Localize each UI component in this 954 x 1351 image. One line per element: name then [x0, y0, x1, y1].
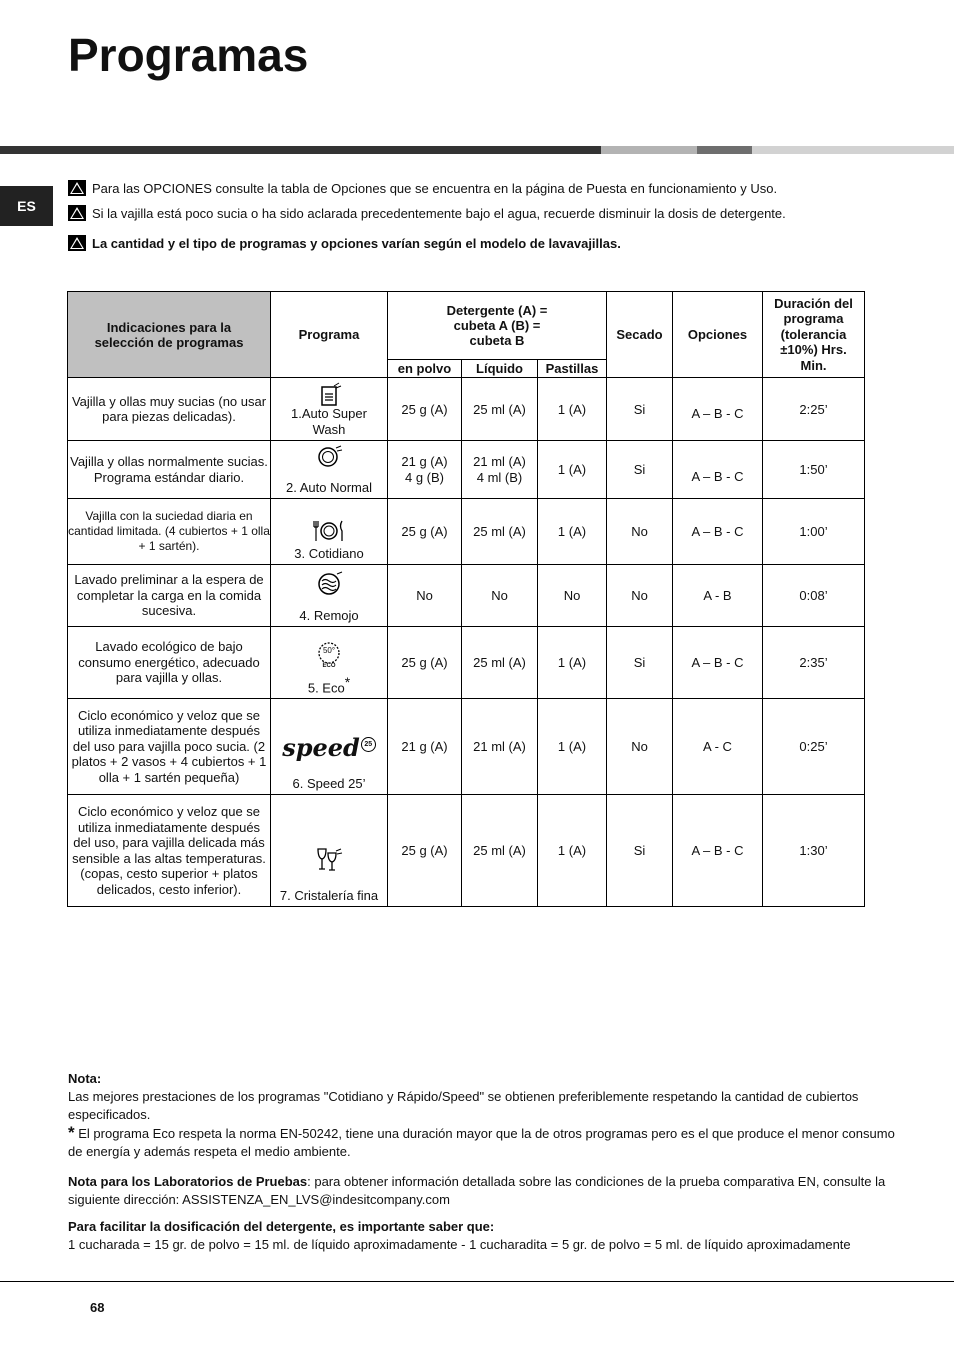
speed-logo-text: speed: [282, 733, 360, 762]
warning-icon: [68, 235, 86, 251]
speed-icon: [282, 735, 376, 761]
lab-note-text: : para obtener información detallada sobre las condiciones de la prueba comparativa EN, consulte la siguiente dirección: ASSISTENZA_EN_LVS@indesitcompany.com: [68, 1174, 886, 1207]
warning-1: [68, 180, 777, 196]
header-bar-dark: [0, 146, 601, 154]
tablet-dose: 1 (A): [538, 795, 607, 907]
warning-3: [68, 235, 621, 251]
program-cell: [271, 627, 388, 699]
warning-text: La cantidad y el tipo de programas y opciones varían según el modelo de lavavajillas.: [92, 235, 621, 251]
dosage-label: Para facilitar la dosificación del detergente, es importante saber que:: [68, 1219, 495, 1234]
auto-normal-icon: [314, 445, 344, 469]
eco-sub-label: ECO: [322, 663, 336, 669]
dosage-text: 1 cucharada = 15 gr. de polvo = 15 ml. de líquido aproximadamente - 1 cucharadita = 5 gr. de polvo = 5 ml. de líquido aproximadamente: [68, 1237, 851, 1252]
footer-rule: [0, 1281, 954, 1282]
powder-dose: 21 g (A): [388, 699, 462, 795]
note-label: Nota:: [68, 1071, 102, 1086]
table-row: [68, 378, 865, 441]
options-value: A - B: [673, 565, 763, 627]
program-label: 7. Cristalería fina: [279, 888, 379, 903]
duration-value: 1:50’: [763, 441, 865, 499]
header-duration: Duración del programa (tolerancia ±10%) Hrs. Min.: [763, 292, 865, 378]
dryer-value: No: [607, 499, 673, 565]
powder-dose: 25 g (A): [388, 378, 462, 441]
program-cell: [271, 795, 388, 907]
program-description: Lavado preliminar a la espera de completar la carga en la comida sucesiva.: [68, 565, 271, 627]
program-description: Lavado ecológico de bajo consumo energético, adecuado para vajilla y ollas.: [68, 627, 271, 699]
program-label: 3. Cotidiano: [294, 546, 364, 561]
program-label: 1.Auto Super Wash: [291, 406, 367, 437]
powder-dose: 25 g (A): [388, 627, 462, 699]
options-value: A – B - C: [673, 627, 763, 699]
header-powder: en polvo: [388, 360, 462, 378]
duration-value: 2:35’: [763, 627, 865, 699]
header-bar-seg: [697, 146, 752, 154]
tablet-dose: 1 (A): [538, 499, 607, 565]
header-selection: Indicaciones para la selección de programas: [68, 292, 271, 378]
warning-text: Para las OPCIONES consulte la tabla de Opciones que se encuentra en la página de Puesta en funcionamiento y Uso.: [92, 180, 778, 196]
program-description: Vajilla con la suciedad diaria en cantidad limitada. (4 cubiertos + 1 olla + 1 sartén).: [68, 499, 271, 565]
header-dryer: Secado: [607, 292, 673, 378]
page-title: Programas: [68, 29, 309, 81]
table-row: [68, 499, 865, 565]
liquid-dose: 21 ml (A): [462, 699, 538, 795]
dryer-value: Si: [607, 441, 673, 499]
liquid-dose: 21 ml (A) 4 ml (B): [462, 441, 538, 499]
lab-note: [68, 1173, 908, 1209]
lab-note-label: Nota para los Laboratorios de Pruebas: [68, 1174, 308, 1189]
warning-icon: [68, 180, 86, 196]
dryer-value: Si: [607, 378, 673, 441]
liquid-dose: No: [462, 565, 538, 627]
header-detergent: Detergente (A) = cubeta A (B) = cubeta B: [388, 292, 607, 360]
warning-text: Si la vajilla está poco sucia o ha sido aclarada precedentemente bajo el agua, recuerde disminuir la dosis de detergente.: [92, 205, 786, 221]
powder-dose: 25 g (A): [388, 795, 462, 907]
header-options: Opciones: [673, 292, 763, 378]
soak-icon: [314, 571, 344, 597]
header-tablets: Pastillas: [538, 360, 607, 378]
liquid-dose: 25 ml (A): [462, 795, 538, 907]
eco-note-text: El programa Eco respeta la norma EN-50242, tiene una duración mayor que la de otros programas pero es el que produce el menor consumo de energía y además respeta el medio ambiente.: [68, 1126, 895, 1159]
table-row: [68, 795, 865, 907]
duration-value: 1:30’: [763, 795, 865, 907]
program-label: 6. Speed 25’: [292, 776, 366, 791]
program-label: 2. Auto Normal: [286, 480, 372, 495]
powder-dose: No: [388, 565, 462, 627]
options-value: A – B - C: [673, 378, 763, 441]
tablet-dose: 1 (A): [538, 378, 607, 441]
program-label: 4. Remojo: [299, 608, 359, 623]
tablet-dose: No: [538, 565, 607, 627]
eco-50-icon: [316, 641, 342, 671]
program-description: Ciclo económico y veloz que se utiliza inmediatamente después del uso para vajilla poco sucia. (2 platos + 2 vasos + 4 cubiertos + 1 olla + 1 sartén pequeña): [68, 699, 271, 795]
tablet-dose: 1 (A): [538, 699, 607, 795]
dryer-value: Si: [607, 627, 673, 699]
note-text: Las mejores prestaciones de los programas "Cotidiano y Rápido/Speed" se obtienen preferiblemente respetando la cantidad de cubiertos especificados.: [68, 1089, 859, 1122]
liquid-dose: 25 ml (A): [462, 378, 538, 441]
plate-cutlery-icon: [312, 519, 346, 543]
table-row: [68, 441, 865, 499]
table-row: [68, 627, 865, 699]
header-bar-mid: [601, 146, 697, 154]
header-program: Programa: [271, 292, 388, 378]
powder-dose: 21 g (A) 4 g (B): [388, 441, 462, 499]
eco-note: [68, 1124, 908, 1161]
tablet-dose: 1 (A): [538, 627, 607, 699]
speed-badge: 25: [361, 737, 376, 752]
program-cell: [271, 441, 388, 499]
duration-value: 0:25’: [763, 699, 865, 795]
eco-temp-label: 50°: [322, 646, 336, 655]
header-liquid: Líquido: [462, 360, 538, 378]
dryer-value: Si: [607, 795, 673, 907]
tablet-dose: 1 (A): [538, 441, 607, 499]
header-bar-light: [752, 146, 954, 154]
table-row: [68, 565, 865, 627]
duration-value: 2:25’: [763, 378, 865, 441]
program-description: Ciclo económico y veloz que se utiliza inmediatamente después del uso, para vajilla delicada más sensible a las altas temperaturas. (copas, cesto superior + platos delicados, cesto inferior).: [68, 795, 271, 907]
powder-dose: 25 g (A): [388, 499, 462, 565]
liquid-dose: 25 ml (A): [462, 499, 538, 565]
dryer-value: No: [607, 565, 673, 627]
program-cell: [271, 699, 388, 795]
dryer-value: No: [607, 699, 673, 795]
program-cell: [271, 499, 388, 565]
page-number: 68: [90, 1300, 105, 1315]
programs-table: [67, 291, 865, 907]
program-cell: [271, 378, 388, 441]
language-tab: ES: [0, 186, 53, 226]
warning-2: [68, 205, 786, 221]
auto-super-wash-icon: [316, 382, 342, 408]
options-value: A – B - C: [673, 499, 763, 565]
warning-icon: [68, 205, 86, 221]
dosage-note: [68, 1218, 948, 1254]
table-row: [68, 699, 865, 795]
eco-asterisk: *: [344, 673, 351, 690]
options-value: A – B - C: [673, 795, 763, 907]
program-description: Vajilla y ollas normalmente sucias. Programa estándar diario.: [68, 441, 271, 499]
duration-value: 0:08’: [763, 565, 865, 627]
liquid-dose: 25 ml (A): [462, 627, 538, 699]
program-label: 5. Eco*: [307, 673, 351, 695]
notes-section: [68, 1070, 908, 1161]
glasses-icon: [315, 847, 343, 873]
program-description: Vajilla y ollas muy sucias (no usar para piezas delicadas).: [68, 378, 271, 441]
duration-value: 1:00’: [763, 499, 865, 565]
eco-note-asterisk: *: [68, 1123, 75, 1142]
options-value: A - C: [673, 699, 763, 795]
options-value: A – B - C: [673, 441, 763, 499]
program-cell: [271, 565, 388, 627]
